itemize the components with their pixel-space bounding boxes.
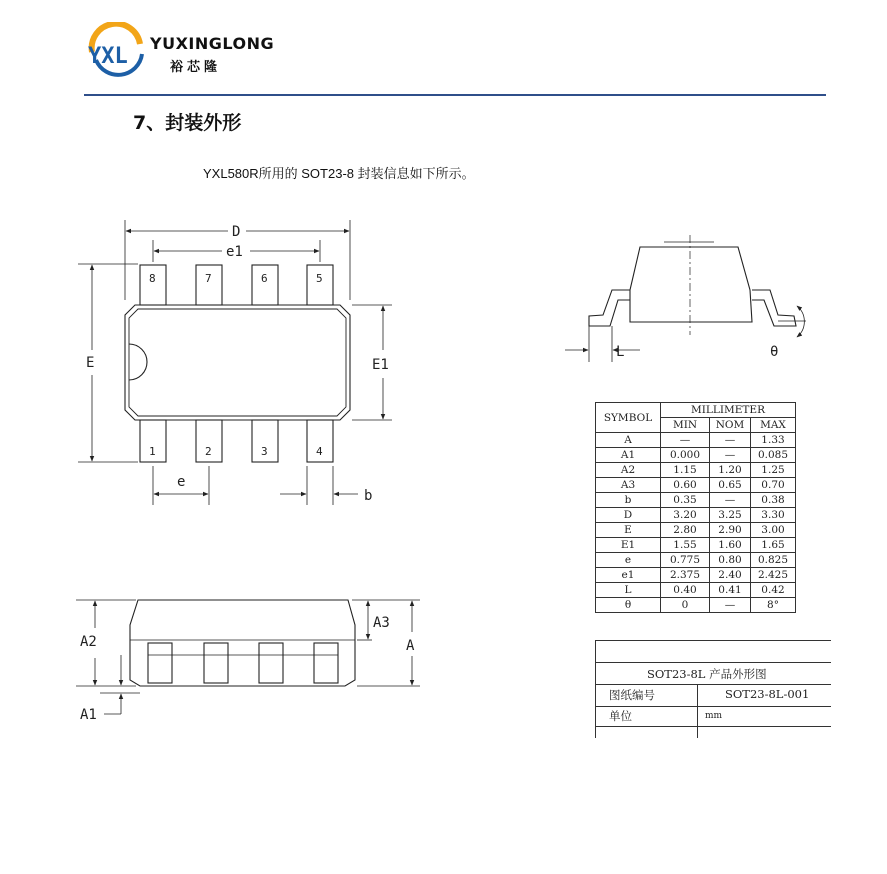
pin-label-7: 7 — [205, 272, 212, 285]
dim-theta-label: θ — [770, 344, 779, 360]
cell-max: 0.70 — [751, 478, 796, 493]
cell-symbol: θ — [596, 598, 661, 613]
side-lead-3 — [259, 643, 283, 683]
table-row — [596, 523, 796, 538]
cell-nom: 0.41 — [710, 583, 751, 598]
company-name: YUXINGLONG — [150, 34, 275, 53]
symbol-header: SYMBOL — [596, 403, 661, 433]
cell-symbol: E1 — [596, 538, 661, 553]
table-row — [596, 553, 796, 568]
table-row — [596, 448, 796, 463]
title-block — [595, 640, 831, 738]
cell-min: 2.80 — [661, 523, 710, 538]
dimension-table-body — [596, 433, 796, 613]
cell-min: 0.35 — [661, 493, 710, 508]
pin-label-3: 3 — [261, 445, 268, 458]
top-view-body-outline — [125, 305, 350, 420]
top-view — [78, 220, 392, 505]
pin-number-labels — [149, 272, 323, 458]
cell-min: 0 — [661, 598, 710, 613]
dim-A1-label: A1 — [80, 707, 97, 723]
cell-nom: — — [710, 448, 751, 463]
table-row — [596, 433, 796, 448]
table-row — [596, 493, 796, 508]
cell-max: 3.00 — [751, 523, 796, 538]
cell-nom: 2.90 — [710, 523, 751, 538]
cell-min: — — [661, 433, 710, 448]
cell-nom: 0.65 — [710, 478, 751, 493]
cell-min: 2.375 — [661, 568, 710, 583]
end-view-body — [630, 247, 752, 322]
cell-symbol: A1 — [596, 448, 661, 463]
cell-nom: — — [710, 433, 751, 448]
dim-e-label: e — [177, 474, 186, 490]
table-row — [596, 568, 796, 583]
drawing-no-label: 图纸编号 — [609, 688, 655, 702]
cell-max: 0.38 — [751, 493, 796, 508]
unit-header: MILLIMETER — [661, 403, 796, 418]
cell-max: 1.65 — [751, 538, 796, 553]
col-nom-header: NOM — [710, 418, 751, 433]
table-row — [596, 463, 796, 478]
dim-D-label: D — [232, 224, 241, 240]
table-row — [596, 538, 796, 553]
cell-min: 0.775 — [661, 553, 710, 568]
dim-e1-label: e1 — [226, 244, 243, 260]
pin1-notch — [129, 344, 147, 380]
pin-label-8: 8 — [149, 272, 156, 285]
cell-min: 3.20 — [661, 508, 710, 523]
cell-symbol: e1 — [596, 568, 661, 583]
side-lead-2 — [204, 643, 228, 683]
company-name-cn: 裕芯隆 — [170, 60, 222, 75]
table-row — [596, 598, 796, 613]
side-lead-1 — [148, 643, 172, 683]
section-title: 7、封装外形 — [133, 112, 242, 134]
table-row — [596, 583, 796, 598]
cell-symbol: A — [596, 433, 661, 448]
cell-max: 0.085 — [751, 448, 796, 463]
cell-min: 0.60 — [661, 478, 710, 493]
pin-label-5: 5 — [316, 272, 323, 285]
cell-min: 1.55 — [661, 538, 710, 553]
side-view — [76, 600, 420, 714]
cell-symbol: L — [596, 583, 661, 598]
cell-min: 1.15 — [661, 463, 710, 478]
cell-nom: 0.80 — [710, 553, 751, 568]
cell-nom: — — [710, 493, 751, 508]
dim-L-label: L — [616, 344, 625, 360]
cell-nom: 2.40 — [710, 568, 751, 583]
cell-max: 1.25 — [751, 463, 796, 478]
pin-8 — [140, 265, 166, 305]
dimension-table — [595, 402, 796, 613]
cell-nom: 1.20 — [710, 463, 751, 478]
cell-nom: 3.25 — [710, 508, 751, 523]
cell-min: 0.40 — [661, 583, 710, 598]
end-view — [565, 235, 806, 362]
dim-A3-label: A3 — [373, 615, 390, 631]
pin-7 — [196, 265, 222, 305]
table-row — [596, 508, 796, 523]
drawing-no-value: SOT23-8L-001 — [725, 687, 810, 701]
pin-6 — [252, 265, 278, 305]
cell-max: 0.825 — [751, 553, 796, 568]
drawing-title: SOT23-8L 产品外形图 — [647, 667, 767, 681]
col-max-header: MAX — [751, 418, 796, 433]
cell-symbol: b — [596, 493, 661, 508]
cell-symbol: E — [596, 523, 661, 538]
cell-symbol: e — [596, 553, 661, 568]
cell-symbol: D — [596, 508, 661, 523]
table-row — [596, 478, 796, 493]
dim-E1-label: E1 — [372, 357, 389, 373]
unit-value: mm — [705, 711, 723, 721]
pin-label-4: 4 — [316, 445, 323, 458]
cell-max: 3.30 — [751, 508, 796, 523]
intro-text: YXL580R所用的 SOT23-8 封装信息如下所示。 — [203, 166, 475, 181]
logo-text: YXL — [88, 44, 128, 69]
pin-label-2: 2 — [205, 445, 212, 458]
unit-label: 单位 — [609, 709, 632, 723]
cell-min: 0.000 — [661, 448, 710, 463]
pin-5 — [307, 265, 333, 305]
cell-max: 0.42 — [751, 583, 796, 598]
dim-E-label: E — [86, 355, 95, 371]
cell-nom: — — [710, 598, 751, 613]
dim-A-label: A — [406, 638, 415, 654]
cell-max: 8° — [751, 598, 796, 613]
col-min-header: MIN — [661, 418, 710, 433]
cell-max: 1.33 — [751, 433, 796, 448]
pin-label-1: 1 — [149, 445, 156, 458]
cell-symbol: A2 — [596, 463, 661, 478]
dim-A2-label: A2 — [80, 634, 97, 650]
cell-nom: 1.60 — [710, 538, 751, 553]
pin-label-6: 6 — [261, 272, 268, 285]
dim-b-label: b — [364, 488, 373, 504]
side-lead-4 — [314, 643, 338, 683]
cell-max: 2.425 — [751, 568, 796, 583]
cell-symbol: A3 — [596, 478, 661, 493]
